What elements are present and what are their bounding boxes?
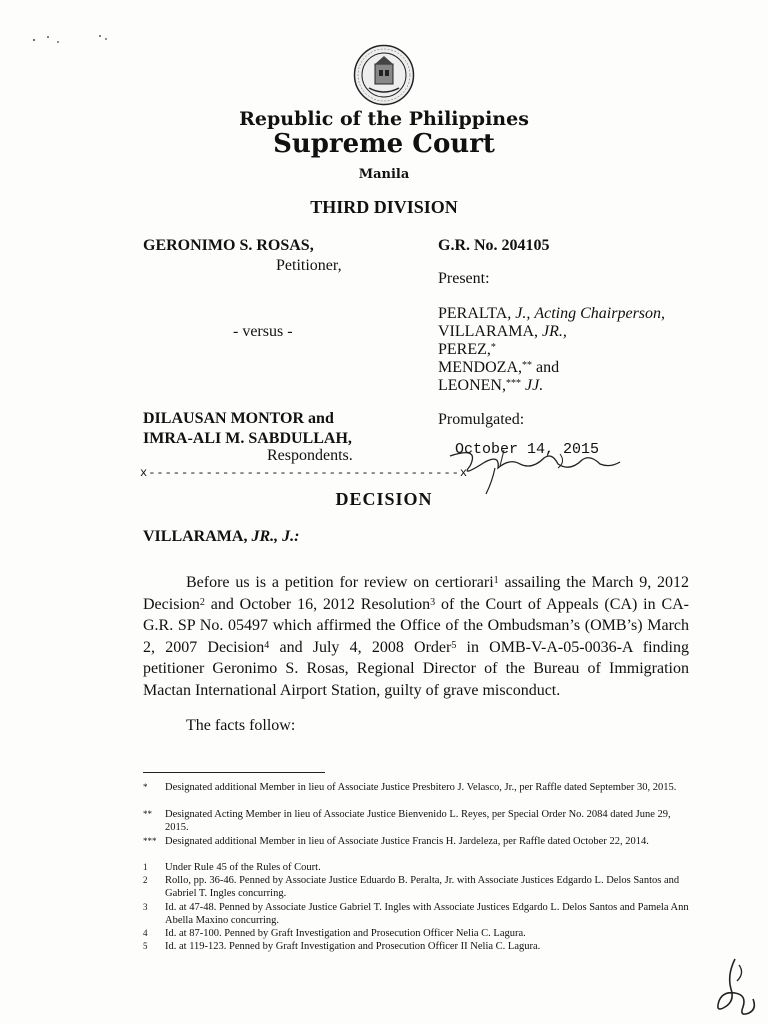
respondent-role: Respondents. bbox=[267, 447, 353, 464]
petitioner-role: Petitioner, bbox=[276, 257, 342, 274]
scan-speck-marks bbox=[30, 28, 120, 48]
decision-title: DECISION bbox=[335, 489, 433, 509]
versus-label: - versus - bbox=[233, 323, 293, 340]
justice-mendoza: MENDOZA,** and bbox=[438, 359, 560, 376]
handwritten-initials-icon bbox=[705, 955, 760, 1020]
footnote-8: 5 Id. at 119-123. Penned by Graft Investigation and Prosecution Officer II Nelia C. Lagura. bbox=[143, 941, 541, 952]
footnote-5: 2 Rollo, pp. 36-46. Penned by Associate Justice Eduardo B. Peralta, Jr. with Associate Justices Edgardo L. Delos Santos and Gabriel T. Ingles concurring. bbox=[143, 875, 680, 899]
petitioner-name: GERONIMO S. ROSAS, bbox=[143, 237, 314, 254]
separator-x-right: x bbox=[459, 466, 469, 480]
footnote-6: 3 Id. at 47-48. Penned by Associate Justice Gabriel T. Ingles with Associate Justices Edgardo L. Delos Santos and Pamela Ann Abella Maxino concurring. bbox=[143, 902, 689, 926]
footnote-2: ** Designated Acting Member in lieu of Associate Justice Bienvenido L. Reyes, per Special Order No. 2084 dated June 29, 2015. bbox=[143, 809, 671, 833]
decision-paragraph-1: Before us is a petition for review on certiorari$^1$ assailing the March 9, 2012 Decision$^2$ and October 16, 2012 Resolution$^3$ of the Court of Appeals (CA) in CA-G.R. SP No. 05497 which affirmed the Office of the Ombudsman’s (OMB’s) March 2, 2007 Decision$^4$ and July 4, 2008 Order$^5$ in OMB-V-A-05-0036-A finding petitioner Geronimo S. Rosas, Regional Director of the Bureau of Immigration Mactan International Airport Station, guilty of grave misconduct. bbox=[143, 574, 690, 699]
header-court: Supreme Court bbox=[273, 129, 495, 159]
ponente: VILLARAMA, JR., J.: bbox=[143, 528, 300, 545]
division-heading: THIRD DIVISION bbox=[310, 197, 458, 217]
header-republic: Republic of the Philippines bbox=[239, 108, 529, 130]
facts-intro: The facts follow: bbox=[186, 717, 296, 734]
respondent-name-2: IMRA-ALI M. SABDULLAH, bbox=[143, 430, 352, 447]
separator-dashes: -------------------------------------- bbox=[148, 466, 460, 480]
footnote-3: *** Designated additional Member in lieu of Associate Justice Francis H. Jardeleza, per Raffle dated October 22, 2014. bbox=[143, 836, 649, 847]
promulgated-label: Promulgated: bbox=[438, 411, 525, 428]
footnote-7: 4 Id. at 87-100. Penned by Graft Investigation and Prosecution Officer Nelia C. Lagura. bbox=[143, 928, 526, 939]
footnote-1: * Designated additional Member in lieu of Associate Justice Presbitero J. Velasco, Jr., per Raffle dated September 30, 2015. bbox=[143, 782, 677, 793]
present-label: Present: bbox=[438, 270, 490, 287]
gr-number: G.R. No. 204105 bbox=[438, 237, 550, 254]
header-city: Manila bbox=[358, 167, 410, 182]
footnote-4: 1 Under Rule 45 of the Rules of Court. bbox=[143, 862, 321, 873]
justice-peralta: PERALTA, J., Acting Chairperson, bbox=[438, 305, 666, 322]
footnote-divider bbox=[143, 772, 325, 773]
promulgated-date: October 14, 2015 bbox=[455, 441, 600, 458]
justice-villarama: VILLARAMA, JR., bbox=[438, 323, 567, 340]
supreme-court-seal-icon bbox=[353, 44, 415, 106]
separator-x-left: x bbox=[140, 466, 149, 480]
respondent-name-1: DILAUSAN MONTOR and bbox=[143, 410, 334, 427]
justice-leonen: LEONEN,*** JJ. bbox=[438, 377, 544, 394]
justice-perez: PEREZ,* bbox=[438, 341, 496, 358]
